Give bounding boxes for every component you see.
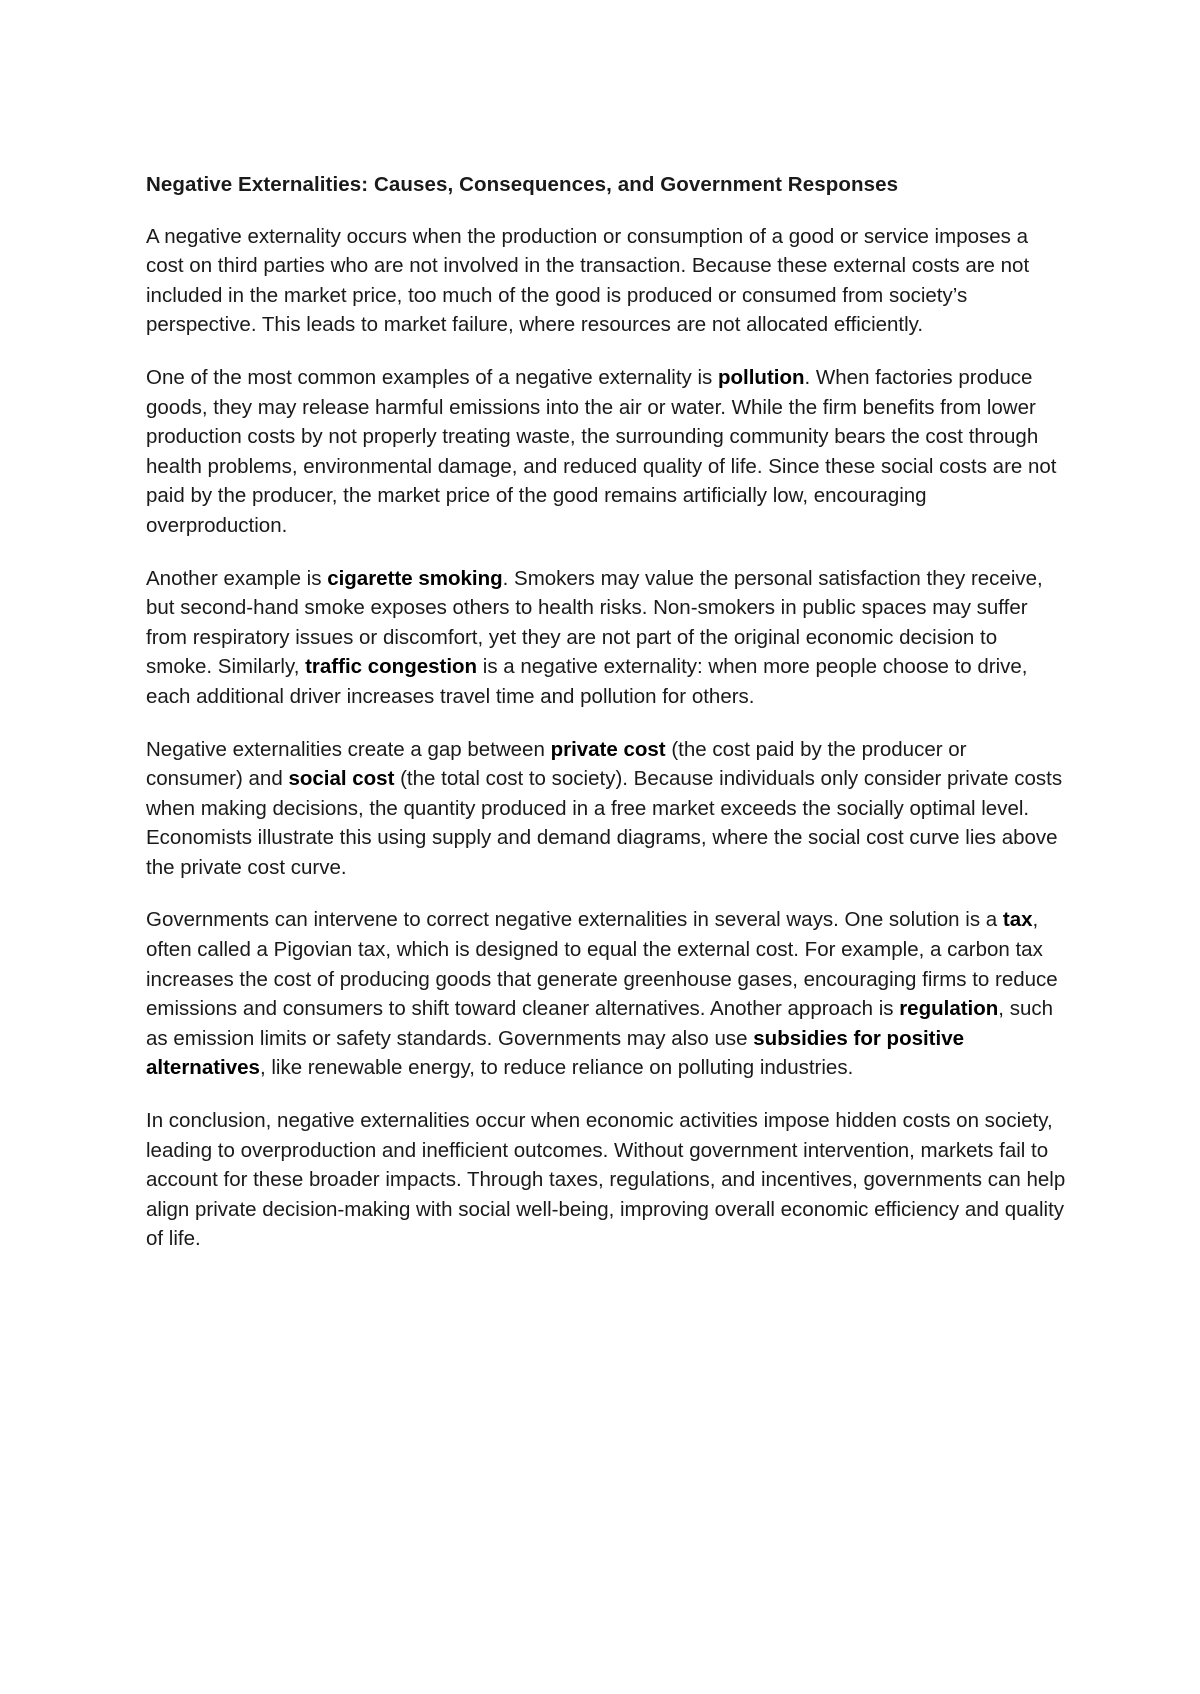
document-body: [146, 170, 1066, 1277]
text-segment: In conclusion, negative externalities occur when economic activities impose hidden costs on society, leading to overproduction and inefficient outcomes. Without government intervention, markets fail to account for these broader impacts. Through taxes, regulations, and incentives, governments can help align private decision-making with social well-being, improving overall economic efficiency and quality of life.: [146, 1109, 1066, 1251]
bold-term: traffic congestion: [305, 655, 478, 679]
text-segment: . When factories produce goods, they may release harmful emissions into the air or water. While the firm benefits from lower production costs by not properly treating waste, the surrounding community bears the cost through health problems, environmental damage, and reduced quality of life. Since these social costs are not paid by the producer, the market price of the good remains artificially low, encouraging overproduction.: [146, 365, 1057, 537]
text-segment: A negative externality occurs when the production or consumption of a good or service imposes a cost on third parties who are not involved in the transaction. Because these external costs are not included in the market price, too much of the good is produced or consumed from society’s perspective. This leads to market failure, where resources are not allocated efficiently.: [146, 224, 1030, 337]
bold-term: social cost: [288, 767, 395, 791]
paragraph: [146, 222, 1066, 340]
paragraph: [146, 1106, 1066, 1254]
text-segment: , such as emission limits or safety standards. Governments may also use: [146, 997, 1053, 1050]
bold-term: tax: [1002, 908, 1033, 932]
text-segment: , often called a Pigovian tax, which is designed to equal the external cost. For example, a carbon tax increases the cost of producing goods that generate greenhouse gases, encouraging firms to reduce emissions and consumers to shift toward cleaner alternatives. Another approach is: [146, 908, 1058, 1021]
paragraph-list: [146, 222, 1066, 1254]
text-segment: One of the most common examples of a negative externality is: [146, 365, 718, 389]
text-segment: is a negative externality: when more people choose to drive, each additional driver increases travel time and pollution for others.: [146, 655, 1028, 708]
text-segment: Another example is: [146, 566, 328, 590]
bold-term: subsidies for positive alternatives: [146, 1026, 965, 1080]
text-segment: , like renewable energy, to reduce reliance on polluting industries.: [259, 1056, 854, 1080]
paragraph: [146, 735, 1066, 883]
text-segment: Negative externalities create a gap between: [146, 737, 551, 761]
text-segment: Governments can intervene to correct negative externalities in several ways. One solution is a: [146, 908, 1003, 932]
paragraph: [146, 564, 1066, 712]
text-segment: (the cost paid by the producer or consumer) and: [146, 737, 967, 791]
text-segment: (the total cost to society). Because individuals only consider private costs when making decisions, the quantity produced in a free market exceeds the socially optimal level. Economists illustrate this using supply and demand diagrams, where the social cost curve lies above the private cost curve.: [146, 767, 1063, 879]
bold-term: regulation: [899, 997, 999, 1021]
paragraph: [146, 363, 1066, 541]
paragraph: [146, 905, 1066, 1083]
bold-term: cigarette smoking: [327, 566, 503, 590]
document-title: Negative Externalities: Causes, Consequences, and Government Responses: [146, 173, 899, 196]
bold-term: private cost: [550, 737, 666, 761]
bold-term: pollution: [718, 365, 805, 389]
text-segment: . Smokers may value the personal satisfaction they receive, but second-hand smoke exposes others to health risks. Non-smokers in public spaces may suffer from respiratory issues or discomfort, yet they are not part of the original economic decision to smoke. Similarly,: [146, 566, 1043, 679]
